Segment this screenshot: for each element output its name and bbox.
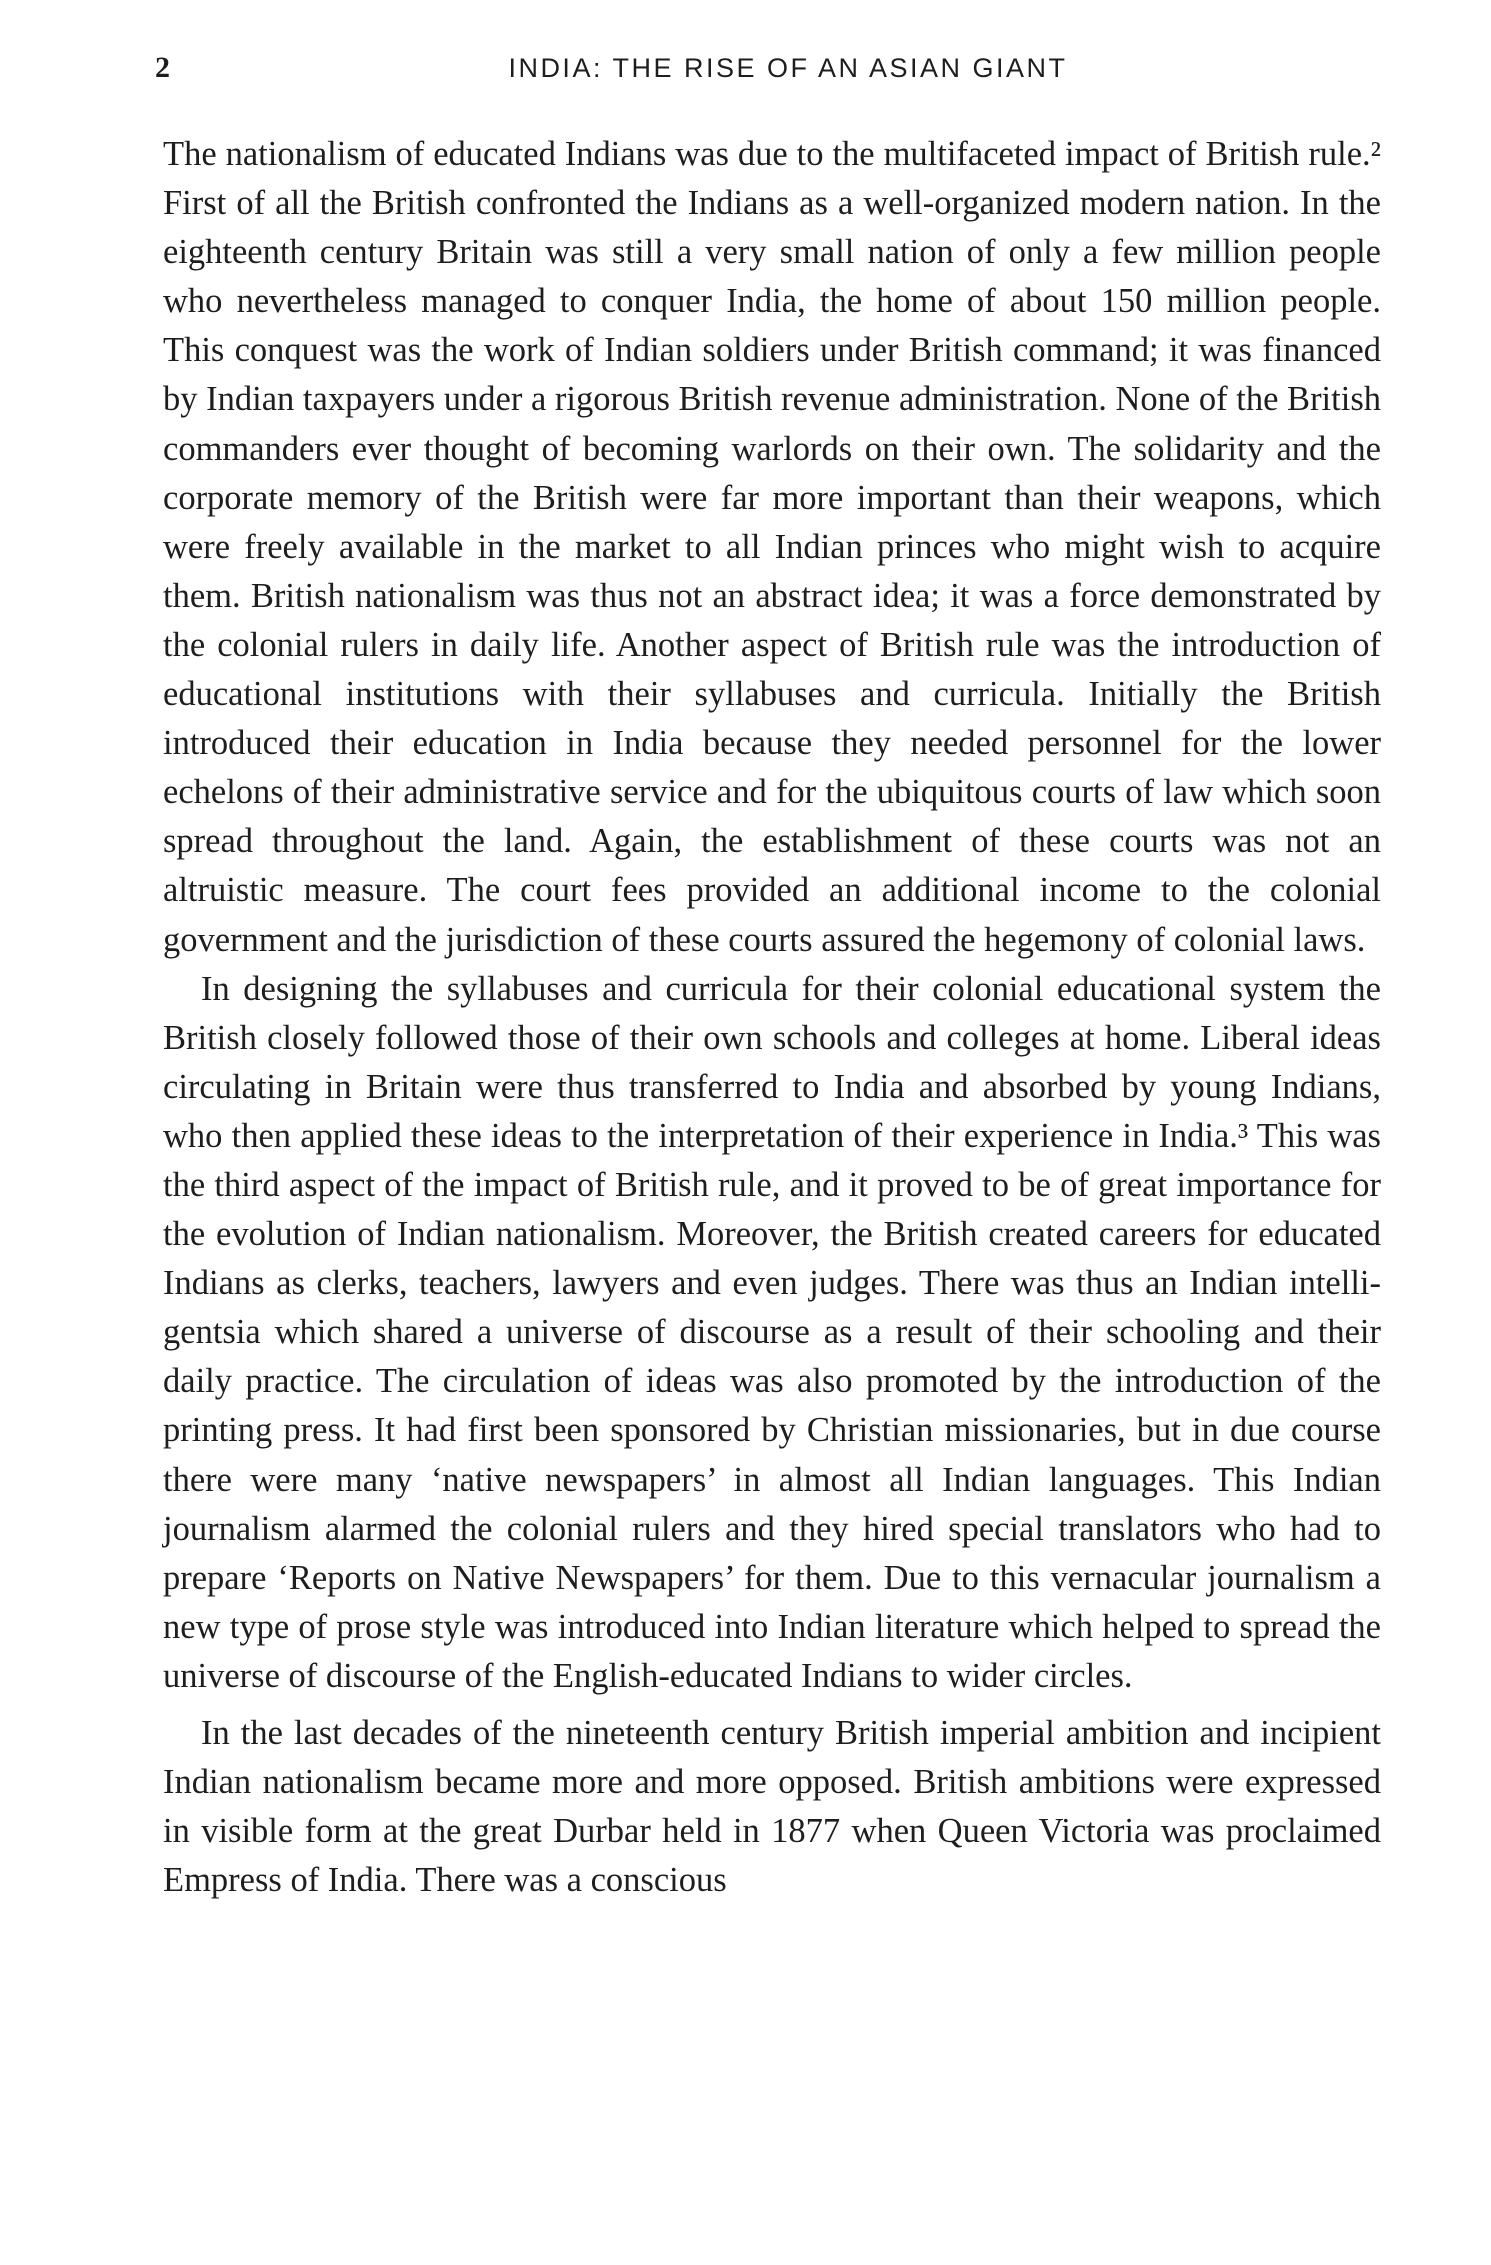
page-number: 2 bbox=[155, 51, 170, 84]
paragraph-1: The nationalism of educated Indians was due to the multifaceted impact of British rule.² First of all the British confronted the Indians as a well-organized modern nation. In the eighteenth century Britain was still a very small nation of only a few million people who nevertheless managed to conquer India, the home of about 150 million people. This conquest was the work of Indian soldiers under British command; it was financed by Indian taxpayers under a rigorous British revenue administration. None of the British commanders ever thought of becoming warlords on their own. The solidarity and the corporate memory of the British were far more important than their weapons, which were freely available in the market to all Indian princes who might wish to acquire them. British nationalism was thus not an abstract idea; it was a force demonstrated by the colonial rulers in daily life. Another aspect of British rule was the introduction of educational institutions with their syllabuses and curricula. Initially the British introduced their education in India because they needed personnel for the lower echelons of their administrative service and for the ubiquitous courts of law which soon spread throughout the land. Again, the establishment of these courts was not an altruistic measure. The court fees provided an additional income to the colonial government and the jurisdiction of these courts assured the hegemony of colonial laws. bbox=[163, 135, 1381, 959]
paragraph-2: In designing the syllabuses and curricula for their colonial educational system the British closely followed those of their own schools and colleges at home. Liberal ideas circulating in Britain were thus transferred to India and absorbed by young Indians, who then applied these ideas to the interpretation of their experience in India.³ This was the third aspect of the impact of British rule, and it proved to be of great importance for the evolution of Indian nationalism. Moreover, the British created careers for educated Indians as clerks, teachers, lawyers and even judges. There was thus an Indian intelligentsia which shared a universe of discourse as a result of their schooling and their daily practice. The circulation of ideas was also promoted by the introduction of the printing press. It had first been sponsored by Christian missionaries, but in due course there were many ‘native newspapers’ in almost all Indian languages. This Indian journalism alarmed the colonial rulers and they hired special translators who had to prepare ‘Reports on Native Newspapers’ for them. Due to this vernacular journalism a new type of prose style was introduced into Indian literature which helped to spread the universe of discourse of the English-educated Indians to wider circles. bbox=[163, 969, 1381, 1695]
running-title: INDIA: THE RISE OF AN ASIAN GIANT bbox=[508, 53, 1068, 83]
paragraph-3: In the last decades of the nineteenth century British imperial ambition and incipient Indian nationalism became more and more opposed. British ambitions were expressed in visible form at the great Durbar held in 1877 when Queen Victoria was proclaimed Empress of India. There was a conscious bbox=[163, 1714, 1381, 1900]
running-head bbox=[155, 48, 1381, 88]
body-text bbox=[163, 130, 1381, 1905]
